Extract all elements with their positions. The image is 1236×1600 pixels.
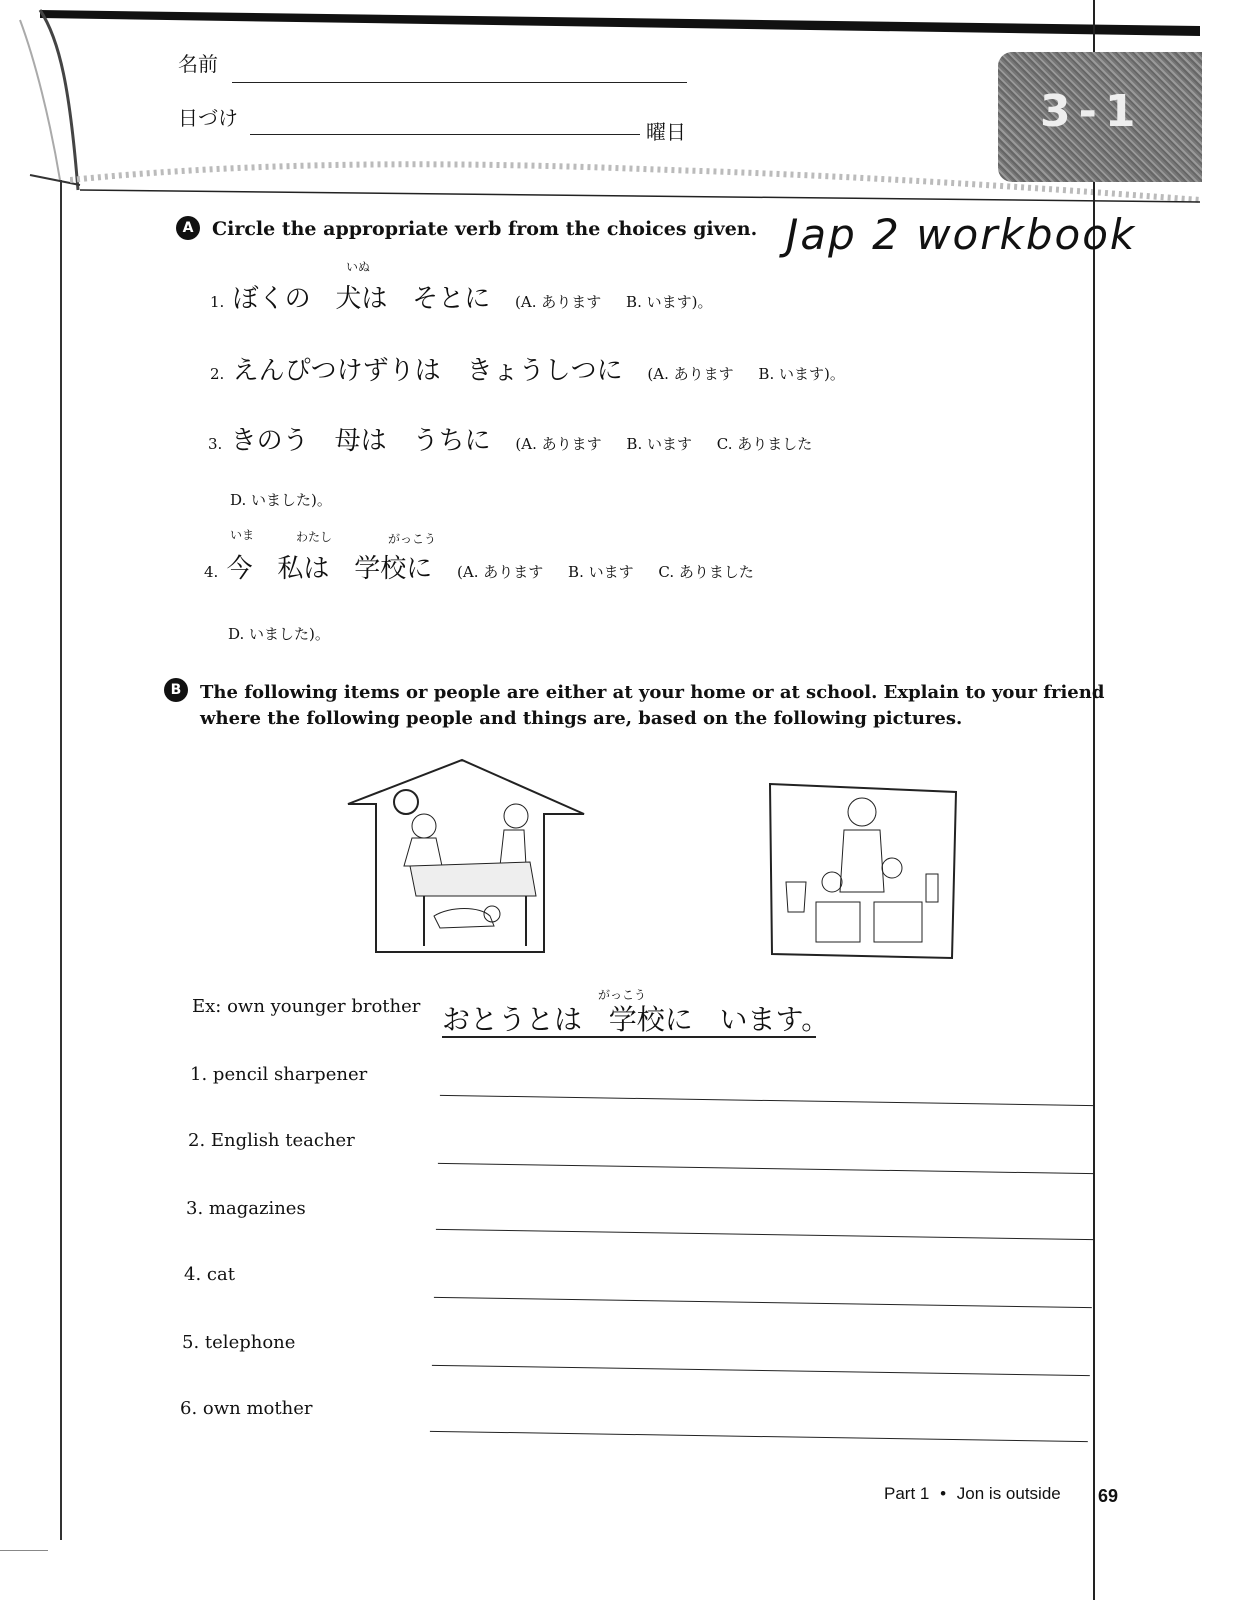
page-left-margin-line: [60, 180, 62, 1540]
question-text: 今: [226, 554, 253, 584]
item-label: magazines: [208, 1198, 306, 1219]
list-item: [188, 1130, 355, 1151]
option-b[interactable]: B. います: [568, 563, 634, 581]
section-b-instruction: The following items or people are either at your home or at school. Explain to your friend: [200, 682, 1105, 703]
answer-line[interactable]: [436, 1211, 1094, 1240]
footer-part: Part 1: [884, 1484, 930, 1503]
question-1: [210, 278, 712, 315]
question-text: ぼくの: [232, 284, 311, 314]
question-text: 犬は: [335, 284, 388, 314]
question-3-cont: [230, 482, 332, 512]
furigana: わたし: [296, 530, 333, 544]
weekday-label: 曜日: [646, 120, 686, 144]
question-4: [204, 548, 754, 585]
name-label: 名前: [178, 52, 218, 76]
item-number: 6.: [180, 1398, 198, 1419]
furigana: いま: [230, 528, 255, 542]
option-d[interactable]: D. いました)。: [230, 491, 332, 509]
item-label: cat: [206, 1264, 235, 1285]
bottom-rule: [0, 1550, 48, 1551]
example-answer-part: おとうとは: [442, 1003, 583, 1036]
lesson-tab-label: 3-1: [1040, 86, 1144, 137]
furigana: がっこう: [388, 532, 437, 546]
section-a-icon: A: [176, 216, 200, 240]
furigana: いぬ: [346, 260, 371, 274]
handwritten-note: Jap 2 workbook: [786, 210, 1137, 259]
question-text: えんぴつけずりは きょうしつに: [232, 356, 623, 386]
answer-line[interactable]: [438, 1145, 1094, 1174]
list-item: [186, 1198, 306, 1219]
item-number: 2.: [188, 1130, 206, 1151]
question-text: きのう 母は うちに: [230, 426, 491, 456]
furigana: がっこう: [598, 988, 647, 1002]
option-a[interactable]: (A. あります: [457, 563, 544, 581]
example-answer: [442, 998, 829, 1038]
section-a-instruction: Circle the appropriate verb from the choices given.: [212, 218, 758, 240]
date-field[interactable]: [250, 118, 640, 135]
name-field[interactable]: [232, 66, 687, 83]
item-label: own mother: [202, 1398, 313, 1419]
answer-line[interactable]: [432, 1347, 1090, 1376]
question-number: 1.: [210, 293, 225, 311]
footer-title: Jon is outside: [956, 1484, 1061, 1503]
option-a[interactable]: (A. あります: [515, 293, 602, 311]
question-text: 私は: [277, 554, 330, 584]
question-3: [208, 420, 812, 457]
question-text: そとに: [412, 284, 491, 314]
question-number: 3.: [208, 435, 223, 453]
footer-running-title: [884, 1484, 1061, 1504]
item-label: pencil sharpener: [212, 1064, 368, 1085]
list-item: [182, 1332, 295, 1353]
item-number: 4.: [184, 1264, 202, 1285]
answer-line[interactable]: [434, 1279, 1092, 1308]
option-b[interactable]: B. います)。: [758, 365, 845, 383]
option-a[interactable]: (A. あります: [647, 365, 734, 383]
option-a[interactable]: (A. あります: [515, 435, 602, 453]
page-number: 69: [1098, 1486, 1119, 1506]
home-illustration: [340, 756, 590, 956]
example-label: Ex: own younger brother: [192, 996, 421, 1017]
item-number: 5.: [182, 1332, 200, 1353]
option-c[interactable]: C. ありました: [658, 563, 754, 581]
date-label: 日づけ: [178, 106, 238, 130]
list-item: [190, 1064, 367, 1085]
question-4-cont: [228, 616, 330, 646]
item-label: telephone: [204, 1332, 296, 1353]
example-answer-part: 学校に: [608, 1003, 693, 1036]
item-number: 3.: [186, 1198, 204, 1219]
school-illustration: [766, 782, 961, 962]
page-top-border: [40, 6, 1200, 36]
question-text: 学校に: [354, 554, 433, 584]
option-c[interactable]: C. ありました: [716, 435, 813, 453]
list-item: [180, 1398, 312, 1419]
answer-line[interactable]: [430, 1413, 1088, 1442]
section-b-instruction: where the following people and things are, based on the following pictures.: [200, 708, 963, 729]
option-d[interactable]: D. いました)。: [228, 625, 330, 643]
option-b[interactable]: B. います)。: [626, 293, 713, 311]
answer-line[interactable]: [440, 1077, 1094, 1106]
question-number: 4.: [204, 563, 219, 581]
question-number: 2.: [210, 365, 225, 383]
example-answer-part: います。: [719, 1003, 830, 1036]
item-number: 1.: [190, 1064, 208, 1085]
footer-bullet: •: [940, 1484, 947, 1503]
question-2: [210, 350, 845, 387]
example-underline: [442, 1036, 816, 1038]
section-b-icon: B: [164, 678, 188, 702]
item-label: English teacher: [210, 1130, 355, 1151]
option-b[interactable]: B. います: [626, 435, 692, 453]
list-item: [184, 1264, 235, 1285]
